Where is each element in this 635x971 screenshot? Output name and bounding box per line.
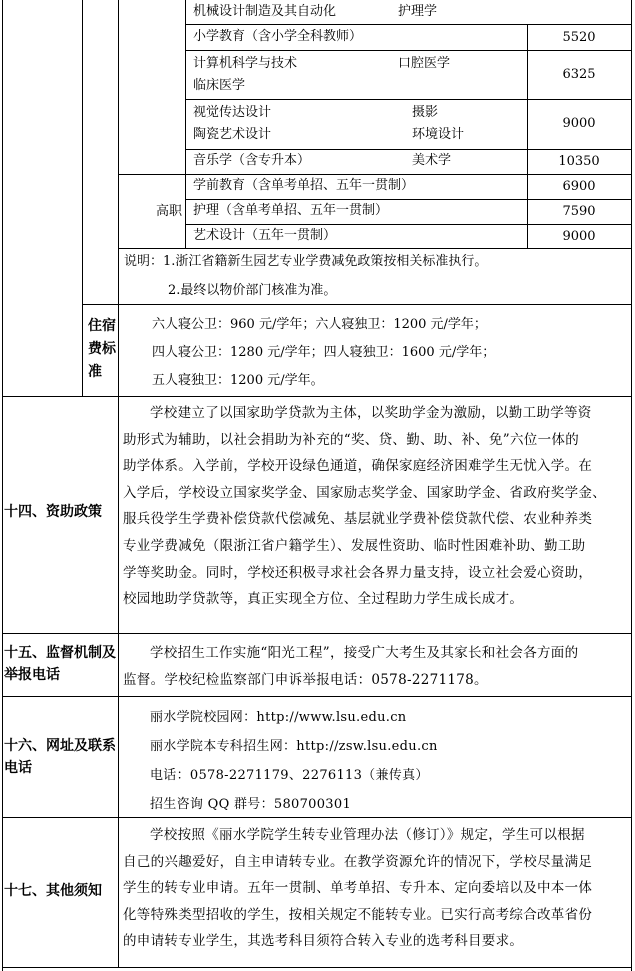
row-line <box>185 50 632 51</box>
section-16-title <box>4 735 116 779</box>
fee-major: 艺术设计（五年一贯制） <box>193 228 337 243</box>
accommodation-label: 住宿 <box>88 318 116 334</box>
section-14-line: 入学后，学校设立国家奖学金、国家励志奖学金、国家助学金、省政府奖学金、 <box>123 484 606 501</box>
fee-major: 环境设计 <box>412 127 465 142</box>
row-line <box>185 24 632 25</box>
fee-major: 护理（含单考单招、五年一贯制） <box>193 203 389 218</box>
fee-value: 5520 <box>562 30 596 45</box>
accommodation-line: 六人寝公卫：960 元/学年；六人寝独卫：1200 元/学年； <box>152 317 487 332</box>
section-line <box>2 396 632 397</box>
fee-major: 护理学 <box>398 4 438 19</box>
fee-note-2: 2.最终以物价部门核准为准。 <box>168 283 337 298</box>
row-line <box>82 304 632 305</box>
accommodation-label: 费标 <box>88 341 116 357</box>
section-14-line: 服兵役学生学费补偿贷款代偿减免、基层就业学费补偿贷款代偿、农业种养类 <box>123 511 593 528</box>
section-15-line: 学校招生工作实施“阳光工程”，接受广大考生及其家长和社会各方面的 <box>150 645 579 661</box>
table-border-bottom <box>2 967 632 968</box>
col-line-d <box>527 24 528 248</box>
fee-major: 口腔医学 <box>398 56 451 71</box>
section-14-line: 学校建立了以国家助学贷款为主体，以奖助学金为激励，以勤工助学等资 <box>150 405 592 421</box>
fee-value: 6325 <box>562 67 596 82</box>
fee-major: 摄影 <box>412 105 439 120</box>
section-16-body <box>150 703 620 819</box>
section-14-title: 十四、资助政策 <box>4 504 102 520</box>
section-14-line: 校园地助学贷款等，真正实现全方位、全过程助力学生成长成才。 <box>123 591 524 608</box>
col-line-c <box>185 0 186 248</box>
table-border-right <box>631 0 632 971</box>
section-17-body <box>123 822 629 955</box>
section-17-line: 化等特殊类型招收的学生，按相关规定不能转专业。已实行高考综合改革省份 <box>123 906 593 923</box>
section-17-line: 自己的兴趣爱好，自主申请转专业。在教学资源允许的情况下，学校尽量满足 <box>123 853 593 870</box>
section-line <box>2 696 632 697</box>
gaozhi-label: 高职 <box>156 204 183 219</box>
fee-note-1: 说明：1.浙江省籍新生园艺专业学费减免政策按相关标准执行。 <box>124 254 488 269</box>
section-line <box>2 633 632 634</box>
section-15-title <box>4 642 116 686</box>
fee-value: 9000 <box>562 116 596 131</box>
section-17-line: 学生的转专业申请。五年一贯制、单考单招、专升本、定向委培以及中本一体 <box>123 880 593 897</box>
accommodation-label: 准 <box>88 364 102 380</box>
section-15-title-line: 十五、监督机制及 <box>4 645 116 661</box>
section-14-line: 专业学费减免（限浙江省户籍学生）、发展性资助、临时性困难补助、勤工助 <box>123 537 586 554</box>
section-14-line: 学等奖助金。同时，学校还积极寻求社会各界力量支持，设立社会爱心资助， <box>123 564 593 581</box>
section-16-title-line: 电话 <box>4 760 32 776</box>
campus-website[interactable]: 丽水学院校园网：http://www.lsu.edu.cn <box>150 710 407 725</box>
section-15-body <box>123 640 629 693</box>
section-16-title-line: 十六、网址及联系 <box>4 738 116 754</box>
fee-major: 小学教育（含小学全科教师） <box>193 29 363 44</box>
fee-major: 机械设计制造及其自动化 <box>193 4 337 19</box>
col-line-a <box>82 0 83 396</box>
section-17-title: 十七、其他须知 <box>4 883 102 899</box>
row-line <box>185 99 632 100</box>
col-line-b <box>118 0 119 967</box>
row-line <box>185 199 632 200</box>
admission-website[interactable]: 丽水学院本专科招生网：http://zsw.lsu.edu.cn <box>150 739 438 754</box>
fee-major: 学前教育（含单考单招、五年一贯制） <box>193 178 415 193</box>
section-15-line: 监督。学校纪检监察部门申诉举报电话：0578-2271178。 <box>123 671 488 688</box>
section-17-line: 学校按照《丽水学院学生转专业管理办法（修订）》规定，学生可以根据 <box>150 827 585 843</box>
accommodation-line: 五人寝独卫：1200 元/学年。 <box>152 373 324 388</box>
section-15-title-line: 举报电话 <box>4 667 60 683</box>
section-14-line: 助形式为辅助，以社会捐助为补充的“奖、贷、勤、助、补、免”六位一体的 <box>123 431 580 448</box>
fee-major: 临床医学 <box>193 78 246 93</box>
fee-major: 音乐学（含专升本） <box>193 153 311 168</box>
section-14-line: 助学体系。入学前，学校开设绿色通道，确保家庭经济困难学生无忧入学。在 <box>123 458 593 475</box>
row-line <box>185 149 632 150</box>
qq-group: 招生咨询 QQ 群号：580700301 <box>150 797 352 812</box>
fee-major: 视觉传达设计 <box>193 105 272 120</box>
fee-value: 10350 <box>558 154 600 169</box>
section-14-body <box>123 400 629 613</box>
fee-value: 9000 <box>562 229 596 244</box>
fee-major: 美术学 <box>412 153 452 168</box>
row-line <box>118 248 632 249</box>
accommodation-line: 四人寝公卫：1280 元/学年；四人寝独卫：1600 元/学年； <box>152 345 496 360</box>
row-line <box>118 174 632 175</box>
fee-major: 计算机科学与技术 <box>193 56 298 71</box>
table-border-left <box>2 0 3 971</box>
contact-phone: 电话：0578-2271179、2276113（兼传真） <box>150 768 429 783</box>
row-line <box>185 224 632 225</box>
fee-value: 6900 <box>562 179 596 194</box>
section-17-line: 的申请转专业学生，其选考科目须符合转入专业的选考科目要求。 <box>123 933 524 950</box>
fee-major: 陶瓷艺术设计 <box>193 127 272 142</box>
fee-value: 7590 <box>562 204 596 219</box>
